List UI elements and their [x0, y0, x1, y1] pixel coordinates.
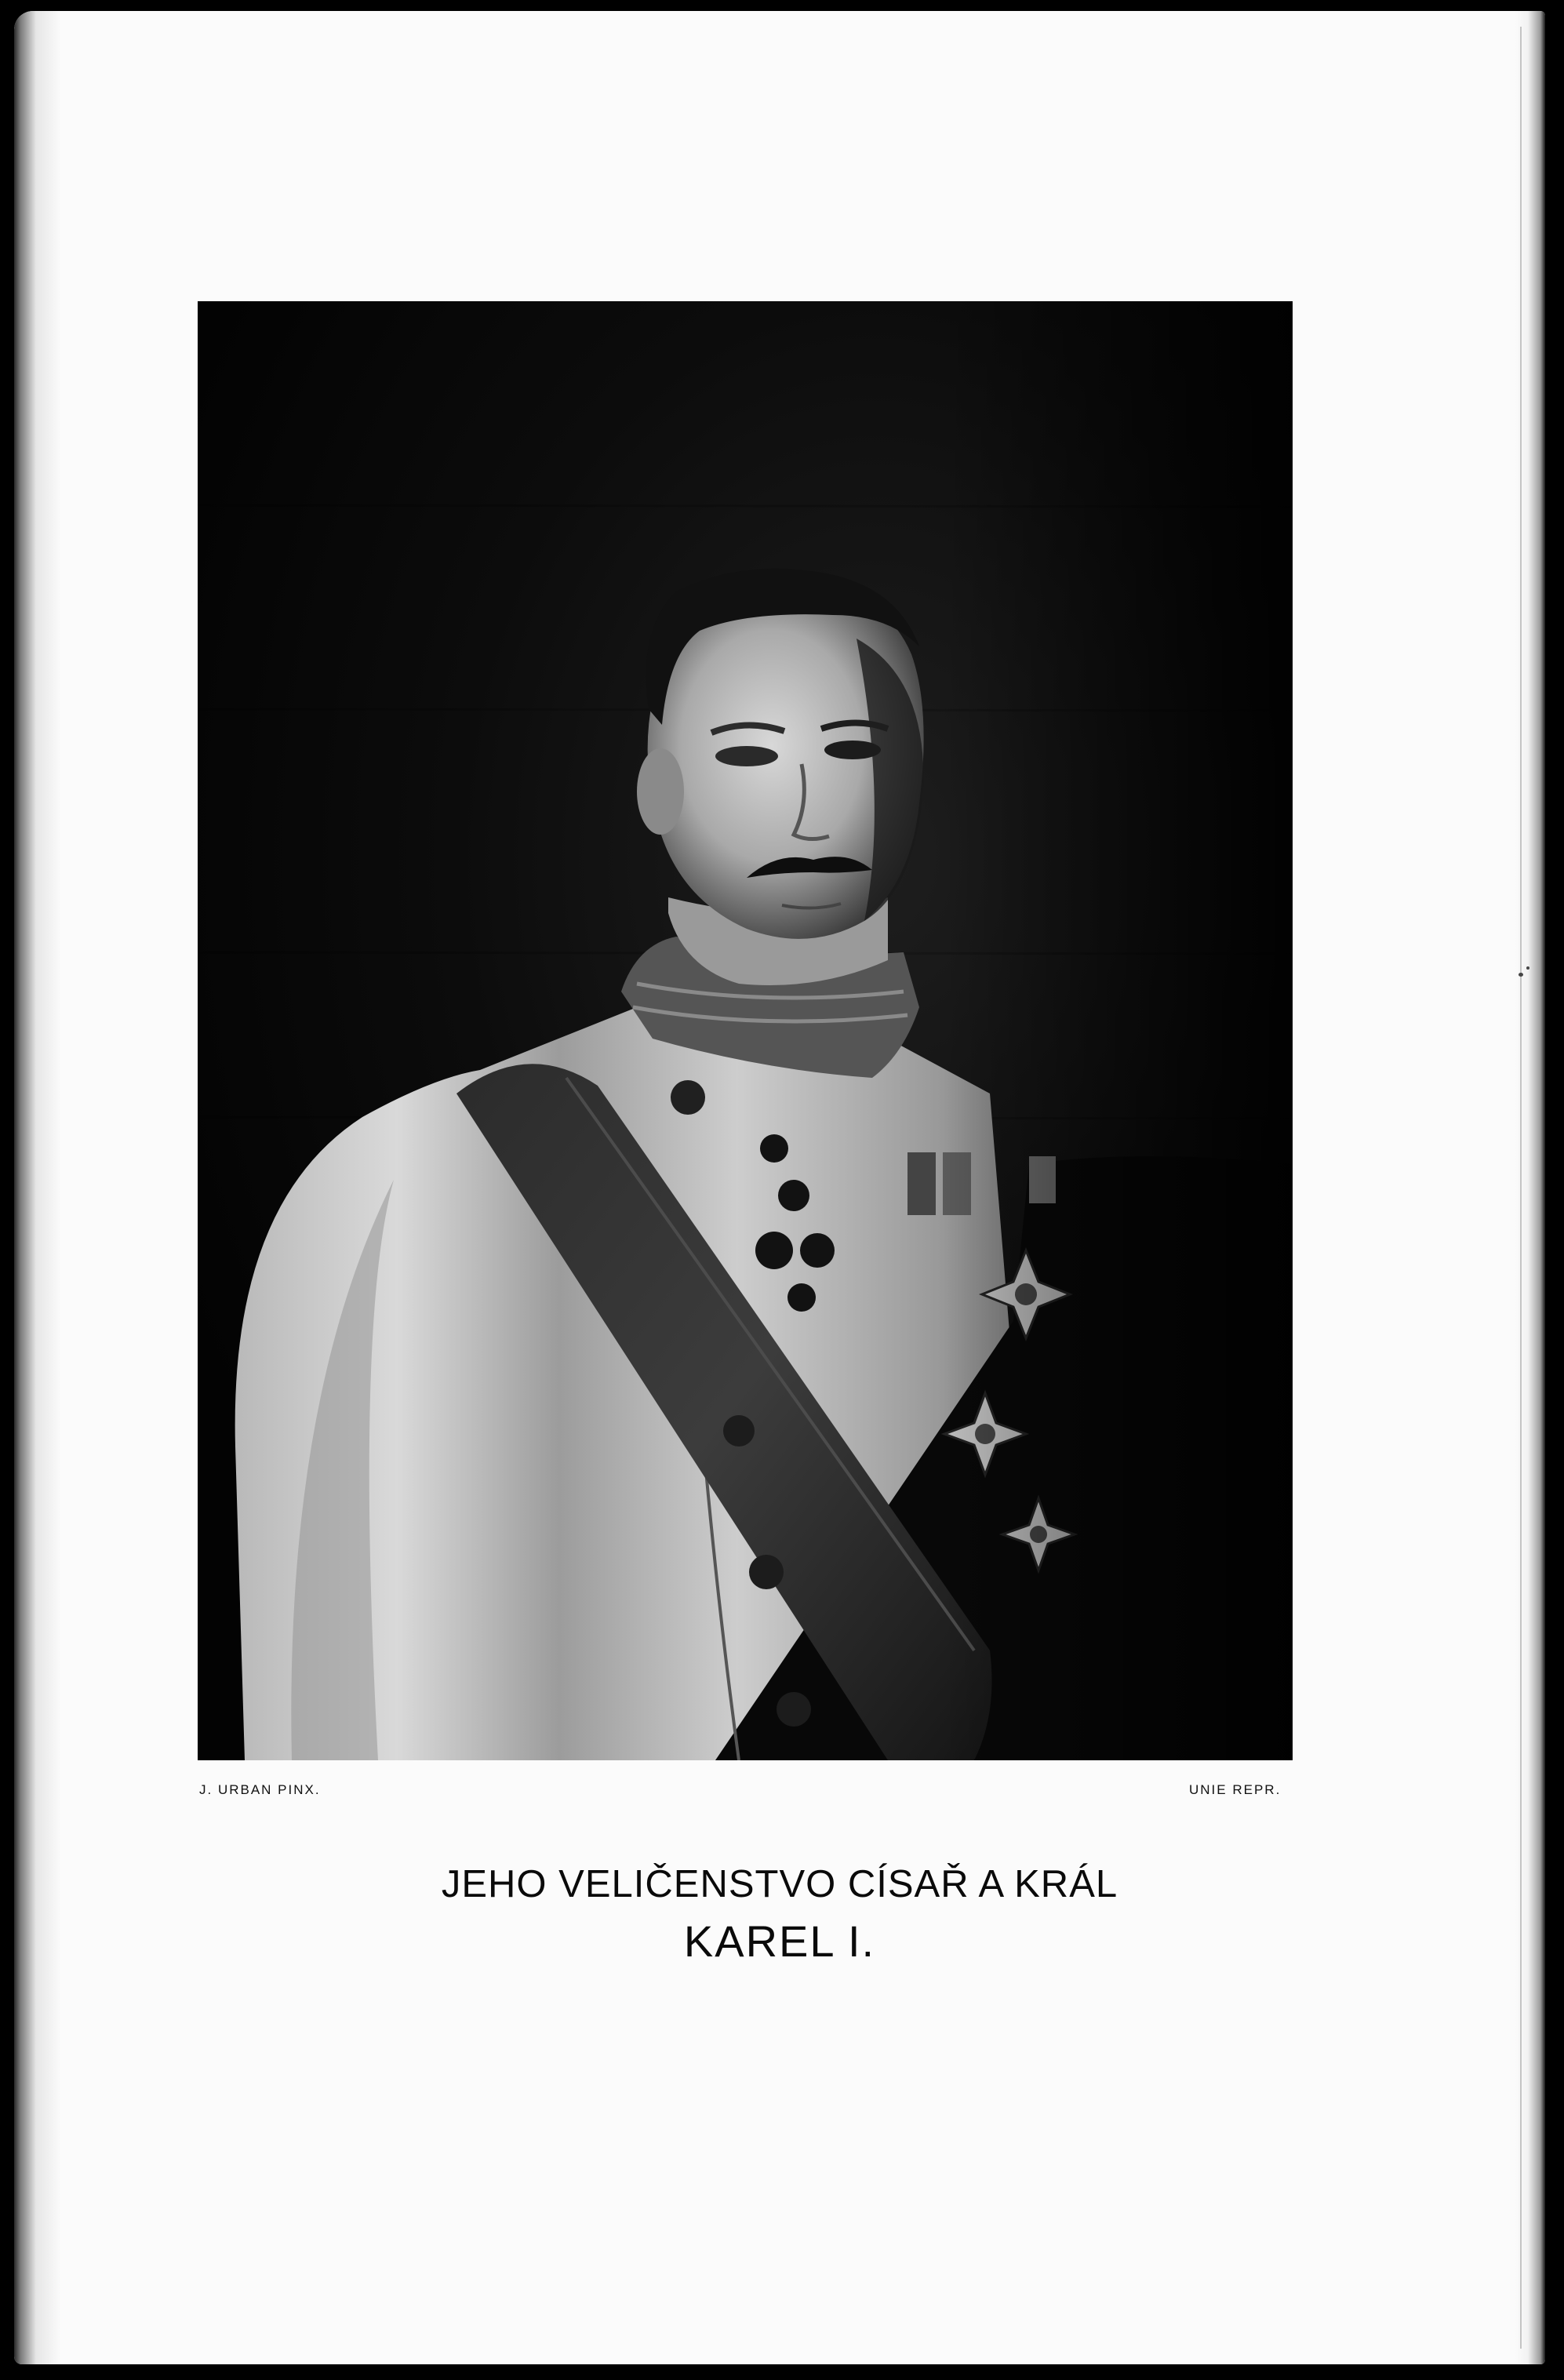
portrait-image	[198, 301, 1293, 1760]
caption-name: KAREL I.	[683, 1916, 876, 1966]
book-page	[14, 11, 1545, 2364]
page-edge-line	[1520, 27, 1522, 2349]
portrait-plate	[198, 301, 1293, 1760]
scan-speck	[1526, 966, 1529, 970]
plate-credit-painter: J. URBAN PINX.	[199, 1782, 321, 1797]
plate-credit-reproduction: UNIE REPR.	[1189, 1782, 1282, 1797]
caption-title: JEHO VELIČENSTVO CÍSAŘ A KRÁL	[441, 1863, 1118, 1905]
page-spine-shadow	[14, 11, 61, 2364]
scan-speck	[1519, 973, 1523, 977]
